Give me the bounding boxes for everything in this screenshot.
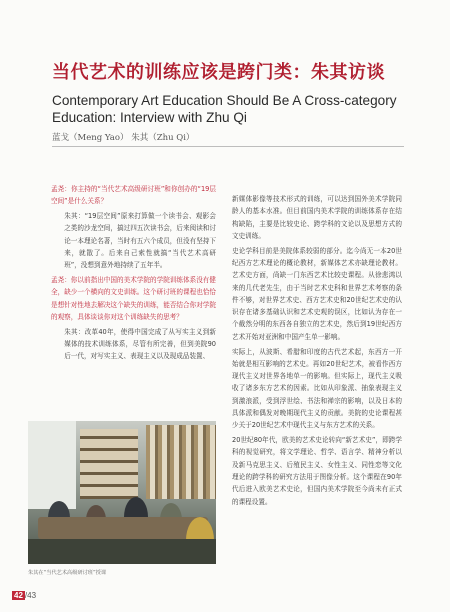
right-paragraph: 史论学科目前是美院体系较弱的部分。迄今尚无一本20世纪西方艺术理论的概论教材，新媒体艺术亦缺理论教材。艺术史方面，尚缺一门东西艺术比较史课程。从徐悲鸿以来的几代老先生，由于当时艺术史科和世界艺术考察的条件不够，对世界艺术史、西方艺术史和20世纪艺术史的认识存在诸多基础认识和艺术史观的误区，比如认为存在一个截然分明的东西各自独立的艺术史，然后到19世纪西方艺术开始对亚洲和中国产生单一影响。 (232, 246, 402, 341)
answer-2: 朱其：改革40年，使得中国完成了从写实主义到新媒体的技术训练体系，尽管有所完善，但到美院90后一代，对写实主义、表现主义以及现成品装置、 (64, 327, 216, 361)
photo-bookshelf (80, 429, 138, 499)
page-number-current: 42 (14, 591, 23, 600)
photo-floor (28, 539, 216, 564)
title-divider (52, 146, 404, 147)
question-1: 孟尧：你主持的“当代艺术高级研讨班”和你创办的“19层空间”是什么关系？ (51, 185, 216, 206)
question-2: 孟尧：你以前指出中国的美术学院的学院训练体系没有健全，缺少一个横向的文史训练。这个研讨班的课程也恰恰是想针对性地去解决这个缺失的训练，能否结合你对学院的观察，具体谈谈你对这个训练缺失的思考？ (51, 276, 216, 321)
photo-window (28, 421, 76, 509)
article-title-english: Contemporary Art Education Should Be A Cross-category Education: Interview with Zhu Qi (52, 93, 397, 125)
page-number (12, 591, 36, 601)
answer-1: 朱其：“19层空间”原来打算做一个读书会、观影会之类的沙龙空间，搞过四五次读书会，后来阅读和讨论一本理论名著，当时有五六个成员，但没有坚持下来，就散了。后来自己索性就搞“当代艺术高研班”，没想到意外地持续了五年半。 (64, 212, 216, 270)
right-paragraph: 20世纪80年代，欧美的艺术史论转向“新艺术史”，即跨学科的视觉研究，将文学理论、哲学、语言学、精神分析以及新马克思主义、后殖民主义、女性主义、同性恋等文化理论的跨学科的研究方法用于图像分析。这个课程在90年代后进入欧美艺术史论，但国内美术学院至今尚未有正式的课程设置。 (232, 436, 402, 506)
photo-bookshelf (146, 425, 216, 499)
right-text-column (232, 193, 402, 510)
seminar-photo (28, 421, 216, 564)
right-paragraph: 新媒体影像等技术形式的训练，可以达到国外美术学院同龄人的基本水准。但目前国内美术学院的训练体系存在结构缺陷，主要是比较史论、跨学科的文论以及思想方式的文史训练。 (232, 195, 402, 240)
article-title-chinese: 当代艺术的训练应该是跨门类：朱其访谈 (52, 62, 385, 83)
article-authors: 蓝戈（Meng Yao） 朱其（Zhu Qi） (52, 133, 195, 143)
page-number-next: 43 (27, 591, 37, 600)
left-text-column (51, 183, 216, 365)
photo-caption: 朱其在“当代艺术高级研讨班”授课 (28, 570, 107, 576)
page-number-separator: / (24, 591, 28, 600)
photo-table (38, 517, 208, 539)
right-paragraph: 实际上，从波斯、希腊和印度的古代艺术起，东西方一开始就是相互影响的艺术史。再如20世纪艺术，被看作西方现代主义对世界各地单一的影响。但实际上，现代主义吸收了诸多东方艺术的因素。比如从印象派、抽象表现主义到激浪派，受到浮世绘、书法和禅宗的影响，以及日本的具体派和偶发对晚期现代主义的贡献。美院的史论课程甚少关于20世纪艺术中现代主义与东方艺术的关系。 (232, 347, 402, 430)
